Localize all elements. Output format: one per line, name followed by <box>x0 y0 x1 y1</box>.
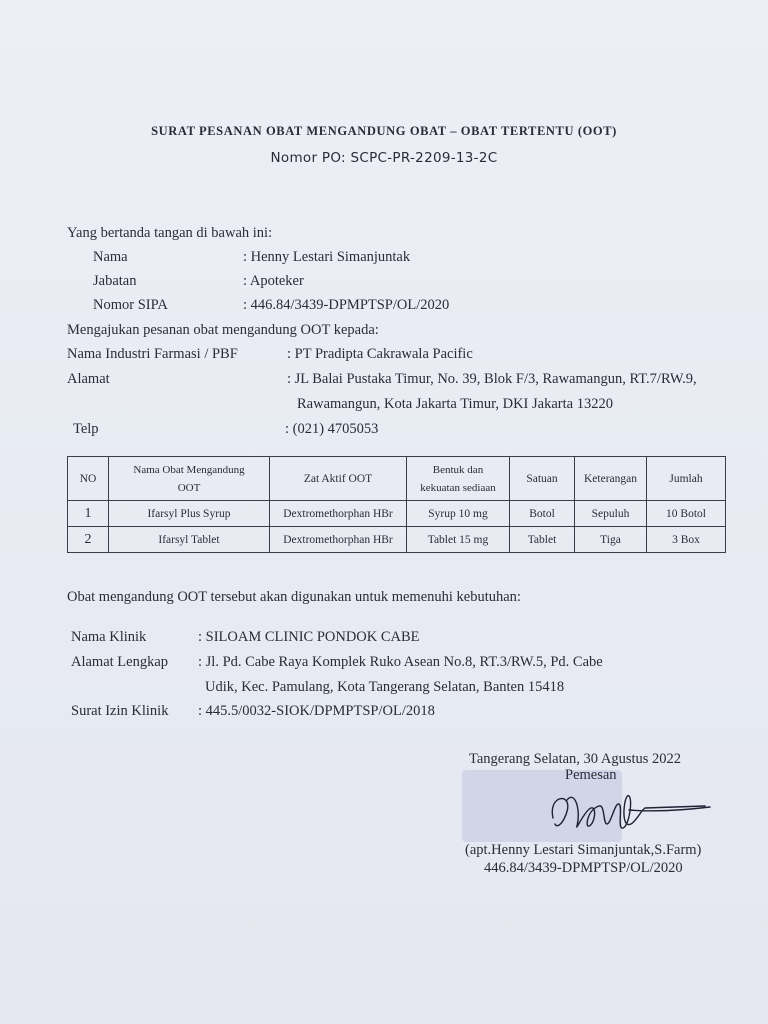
header-drug-name: Nama Obat Mengandung OOT <box>109 457 270 501</box>
signature-role: Pemesan <box>565 767 617 783</box>
order-table <box>67 456 726 553</box>
signer-position-label: Jabatan <box>93 273 137 289</box>
table-header-row <box>68 457 726 501</box>
clinic-address-line1: : Jl. Pd. Cabe Raya Komplek Ruko Asean No.8, RT.3/RW.5, Pd. Cabe <box>198 654 603 670</box>
row-note: Tiga <box>575 527 647 553</box>
row-note: Sepuluh <box>575 501 647 527</box>
header-no: NO <box>68 457 109 501</box>
supplier-name-value: : PT Pradipta Cakrawala Pacific <box>287 346 473 362</box>
supplier-address-line2: Rawamangun, Kota Jakarta Timur, DKI Jakarta 13220 <box>297 396 613 412</box>
row-dosage-form: Syrup 10 mg <box>407 501 510 527</box>
supplier-name-label: Nama Industri Farmasi / PBF <box>67 346 238 362</box>
signer-sipa-value: : 446.84/3439-DPMPTSP/OL/2020 <box>243 297 450 313</box>
clinic-name-label: Nama Klinik <box>71 629 147 645</box>
row-active-ingredient: Dextromethorphan HBr <box>270 501 407 527</box>
header-dosage-form: Bentuk dan kekuatan sediaan <box>407 457 510 501</box>
row-qty: 10 Botol <box>647 501 726 527</box>
row-unit: Tablet <box>510 527 575 553</box>
po-number: Nomor PO: SCPC-PR-2209-13-2C <box>270 150 498 166</box>
clinic-address-label: Alamat Lengkap <box>71 654 169 670</box>
supplier-address-label: Alamat <box>67 371 110 387</box>
header-note: Keterangan <box>575 457 647 501</box>
supplier-address-line1: : JL Balai Pustaka Timur, No. 39, Blok F/3, Rawamangun, RT.7/RW.9, <box>287 371 697 387</box>
supplier-phone-value: : (021) 4705053 <box>285 421 379 437</box>
row-dosage-form: Tablet 15 mg <box>407 527 510 553</box>
row-drug-name: Ifarsyl Tablet <box>109 527 270 553</box>
header-qty: Jumlah <box>647 457 726 501</box>
row-active-ingredient: Dextromethorphan HBr <box>270 527 407 553</box>
header-unit: Satuan <box>510 457 575 501</box>
supplier-phone-label: Telp <box>73 421 99 437</box>
row-no: 2 <box>68 527 109 553</box>
supplier-intro: Mengajukan pesanan obat mengandung OOT kepada: <box>67 322 379 338</box>
table-row <box>68 527 726 553</box>
row-qty: 3 Box <box>647 527 726 553</box>
signer-sipa-footer: 446.84/3439-DPMPTSP/OL/2020 <box>484 860 683 876</box>
signer-sipa-label: Nomor SIPA <box>93 297 168 313</box>
clinic-name-value: : SILOAM CLINIC PONDOK CABE <box>198 629 420 645</box>
header-active-ingredient: Zat Aktif OOT <box>270 457 407 501</box>
signer-position-value: : Apoteker <box>243 273 304 289</box>
signer-intro: Yang bertanda tangan di bawah ini: <box>67 225 273 241</box>
document-title: SURAT PESANAN OBAT MENGANDUNG OBAT – OBAT TERTENTU (OOT) <box>151 124 617 138</box>
row-unit: Botol <box>510 501 575 527</box>
signer-full-name: (apt.Henny Lestari Simanjuntak,S.Farm) <box>465 842 702 858</box>
handwritten-signature <box>545 780 715 840</box>
clinic-permit-label: Surat Izin Klinik <box>71 703 169 719</box>
row-drug-name: Ifarsyl Plus Syrup <box>109 501 270 527</box>
row-no: 1 <box>68 501 109 527</box>
signer-name-label: Nama <box>93 249 128 265</box>
purpose-text: Obat mengandung OOT tersebut akan digunakan untuk memenuhi kebutuhan: <box>67 589 521 605</box>
signer-name-value: : Henny Lestari Simanjuntak <box>243 249 411 265</box>
signature-place-date: Tangerang Selatan, 30 Agustus 2022 <box>469 751 682 767</box>
clinic-permit-value: : 445.5/0032-SIOK/DPMPTSP/OL/2018 <box>198 703 435 719</box>
clinic-address-line2: Udik, Kec. Pamulang, Kota Tangerang Selatan, Banten 15418 <box>205 679 565 695</box>
table-row <box>68 501 726 527</box>
